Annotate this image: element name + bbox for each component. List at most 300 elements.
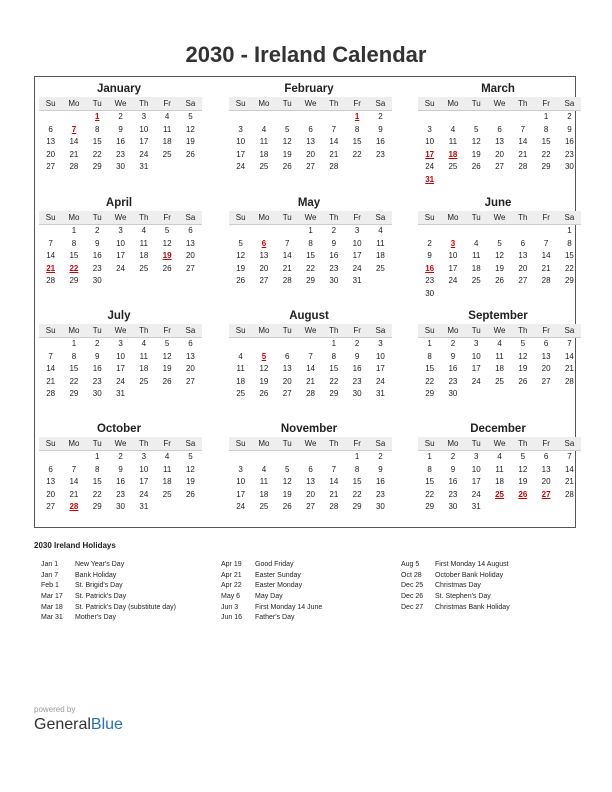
month-name: October bbox=[96, 423, 142, 435]
day-cell: 3 bbox=[141, 452, 147, 461]
day-cell: 15 bbox=[564, 251, 574, 261]
day-cell: 26 bbox=[495, 276, 504, 286]
holiday-date: Mar 31 bbox=[41, 614, 63, 622]
day-cell: 19 bbox=[236, 263, 246, 273]
holiday-day-cell: 27 bbox=[541, 489, 551, 499]
empty-day-cell bbox=[511, 111, 534, 124]
weekday-header: Tu bbox=[86, 437, 109, 451]
weekday-header: Fr bbox=[345, 97, 368, 111]
day-cell: 30 bbox=[448, 389, 458, 399]
day-cell: 29 bbox=[92, 502, 102, 512]
month-april bbox=[39, 196, 199, 288]
day-cell: 7 bbox=[567, 339, 572, 348]
month-name: May bbox=[297, 197, 321, 209]
day-cell: 28 bbox=[46, 276, 56, 286]
day-cell: 9 bbox=[95, 351, 100, 361]
weekday-header: Tu bbox=[276, 97, 299, 111]
month-name: September bbox=[468, 310, 528, 322]
holiday-row bbox=[41, 613, 176, 624]
day-cell: 23 bbox=[116, 149, 125, 159]
day-cell: 7 bbox=[331, 464, 337, 474]
day-cell: 23 bbox=[116, 489, 125, 499]
empty-day-cell bbox=[39, 451, 62, 464]
day-cell: 29 bbox=[541, 162, 551, 172]
holiday-row bbox=[221, 571, 322, 582]
day-cell: 27 bbox=[185, 263, 195, 273]
day-cell: 2 bbox=[95, 226, 100, 235]
weekday-header: Su bbox=[418, 97, 441, 111]
empty-day-cell bbox=[39, 225, 62, 238]
day-cell: 18 bbox=[495, 477, 504, 487]
day-cell: 6 bbox=[497, 124, 502, 134]
day-cell: 3 bbox=[378, 339, 383, 348]
day-cell: 8 bbox=[567, 238, 572, 248]
day-cell: 22 bbox=[92, 149, 102, 159]
day-cell: 5 bbox=[285, 464, 290, 474]
day-cell: 1 bbox=[354, 452, 360, 461]
weekday-header: Th bbox=[132, 324, 155, 338]
day-cell: 28 bbox=[518, 162, 528, 172]
day-cell: 9 bbox=[378, 124, 383, 134]
weekday-header: We bbox=[488, 97, 511, 111]
weekday-header: Mo bbox=[252, 97, 275, 111]
empty-day-cell bbox=[441, 225, 464, 238]
day-cell: 12 bbox=[471, 137, 481, 147]
day-cell: 6 bbox=[188, 339, 193, 348]
day-cell: 17 bbox=[236, 149, 246, 159]
day-cell: 5 bbox=[164, 226, 170, 235]
empty-day-cell bbox=[322, 111, 345, 124]
month-name: February bbox=[284, 83, 334, 95]
day-cell: 9 bbox=[331, 238, 337, 248]
day-cell: 3 bbox=[354, 226, 360, 235]
weekday-header: We bbox=[109, 437, 132, 451]
day-cell: 14 bbox=[329, 477, 339, 487]
weekday-header: Fr bbox=[534, 437, 557, 451]
holiday-name: October Bank Holiday bbox=[435, 571, 504, 579]
day-cell: 26 bbox=[162, 376, 172, 386]
day-cell: 4 bbox=[497, 452, 502, 461]
holiday-list-col-3 bbox=[401, 560, 510, 613]
weekday-header: We bbox=[109, 324, 132, 338]
day-cell: 19 bbox=[185, 477, 195, 487]
empty-day-cell bbox=[299, 111, 322, 124]
day-cell: 16 bbox=[92, 364, 102, 374]
day-cell: 6 bbox=[543, 452, 549, 461]
day-cell: 2 bbox=[118, 452, 123, 461]
month-name: December bbox=[470, 423, 526, 435]
weekday-header: Tu bbox=[276, 324, 299, 338]
day-cell: 24 bbox=[375, 376, 385, 386]
holiday-date: Dec 26 bbox=[401, 593, 424, 601]
day-cell: 17 bbox=[116, 251, 125, 261]
day-cell: 11 bbox=[376, 238, 385, 248]
day-cell: 26 bbox=[162, 263, 172, 273]
holiday-date: Mar 18 bbox=[41, 603, 63, 611]
day-cell: 31 bbox=[139, 502, 149, 512]
weekday-header: Mo bbox=[441, 437, 464, 451]
day-cell: 4 bbox=[450, 124, 456, 134]
day-cell: 28 bbox=[69, 162, 79, 172]
day-cell: 11 bbox=[162, 464, 172, 474]
day-cell: 25 bbox=[495, 376, 504, 386]
day-cell: 27 bbox=[306, 162, 315, 172]
empty-day-cell bbox=[488, 225, 511, 238]
holiday-name: Easter Monday bbox=[255, 582, 303, 590]
day-cell: 19 bbox=[282, 149, 292, 159]
weekday-header: Tu bbox=[276, 437, 299, 451]
empty-day-cell bbox=[299, 451, 322, 464]
holiday-name: New Year's Day bbox=[75, 561, 125, 568]
day-cell: 30 bbox=[116, 162, 125, 172]
month-november bbox=[229, 422, 389, 514]
day-cell: 11 bbox=[236, 364, 245, 374]
holiday-row bbox=[41, 581, 176, 592]
day-cell: 19 bbox=[495, 263, 504, 273]
month-february bbox=[229, 82, 389, 174]
month-july bbox=[39, 309, 199, 401]
weekday-header: We bbox=[299, 324, 322, 338]
day-cell: 18 bbox=[259, 489, 269, 499]
day-cell: 25 bbox=[375, 263, 385, 273]
day-cell: 10 bbox=[116, 351, 125, 361]
day-cell: 12 bbox=[162, 238, 172, 248]
weekday-header: We bbox=[488, 211, 511, 225]
weekday-header: Su bbox=[39, 437, 62, 451]
weekday-header: Sa bbox=[558, 324, 581, 338]
weekday-header: Tu bbox=[465, 324, 488, 338]
day-cell: 8 bbox=[427, 464, 432, 474]
day-cell: 23 bbox=[375, 489, 385, 499]
day-cell: 28 bbox=[329, 162, 339, 172]
weekday-header: Fr bbox=[345, 324, 368, 338]
day-cell: 15 bbox=[352, 477, 362, 487]
day-cell: 25 bbox=[162, 149, 172, 159]
day-cell: 25 bbox=[448, 162, 458, 172]
month-may bbox=[229, 196, 389, 288]
day-cell: 9 bbox=[450, 351, 456, 361]
day-cell: 3 bbox=[474, 339, 479, 348]
day-cell: 11 bbox=[448, 137, 458, 147]
weekday-header: Mo bbox=[62, 211, 85, 225]
weekday-header: Su bbox=[229, 324, 252, 338]
day-cell: 14 bbox=[282, 251, 292, 261]
day-cell: 10 bbox=[471, 351, 481, 361]
weekday-header: Sa bbox=[179, 97, 202, 111]
day-cell: 12 bbox=[282, 477, 292, 487]
day-cell: 1 bbox=[543, 112, 549, 121]
holiday-day-cell: 26 bbox=[518, 489, 528, 499]
day-cell: 17 bbox=[139, 137, 149, 147]
day-cell: 28 bbox=[564, 376, 574, 386]
holiday-day-cell: 3 bbox=[450, 238, 456, 248]
day-cell: 1 bbox=[427, 452, 432, 461]
day-cell: 5 bbox=[520, 339, 526, 348]
day-cell: 27 bbox=[46, 162, 56, 172]
holiday-row bbox=[401, 592, 510, 603]
day-cell: 31 bbox=[116, 389, 125, 399]
weekday-header: Th bbox=[132, 211, 155, 225]
weekday-header: Th bbox=[322, 211, 345, 225]
day-cell: 15 bbox=[541, 137, 551, 147]
day-cell: 16 bbox=[375, 137, 385, 147]
weekday-header: Sa bbox=[369, 211, 392, 225]
holiday-row bbox=[401, 571, 510, 582]
day-cell: 13 bbox=[282, 364, 292, 374]
weekday-header: Fr bbox=[534, 324, 557, 338]
day-cell: 2 bbox=[427, 238, 432, 248]
day-cell: 9 bbox=[450, 464, 456, 474]
day-cell: 30 bbox=[92, 389, 102, 399]
holiday-row bbox=[221, 581, 322, 592]
day-cell: 19 bbox=[162, 364, 172, 374]
day-cell: 4 bbox=[238, 351, 243, 361]
month-march bbox=[418, 82, 578, 187]
empty-day-cell bbox=[534, 225, 557, 238]
empty-day-cell bbox=[229, 225, 252, 238]
day-cell: 26 bbox=[518, 376, 528, 386]
day-cell: 10 bbox=[139, 464, 149, 474]
empty-day-cell bbox=[252, 451, 275, 464]
day-cell: 28 bbox=[541, 276, 551, 286]
holiday-date: Aug 5 bbox=[401, 561, 420, 568]
day-cell: 17 bbox=[139, 477, 149, 487]
day-cell: 27 bbox=[518, 276, 528, 286]
holiday-name: Easter Sunday bbox=[255, 571, 301, 579]
weekday-header: Su bbox=[418, 324, 441, 338]
day-cell: 3 bbox=[427, 124, 432, 134]
weekday-header: Mo bbox=[441, 211, 464, 225]
day-cell: 21 bbox=[69, 489, 79, 499]
holiday-day-cell: 17 bbox=[425, 149, 435, 159]
day-cell: 2 bbox=[331, 226, 337, 235]
day-cell: 28 bbox=[46, 389, 56, 399]
weekday-header: Tu bbox=[465, 97, 488, 111]
day-cell: 29 bbox=[425, 502, 435, 512]
day-cell: 14 bbox=[306, 364, 315, 374]
empty-day-cell bbox=[488, 111, 511, 124]
day-cell: 20 bbox=[306, 489, 315, 499]
day-cell: 13 bbox=[495, 137, 504, 147]
holiday-list-col-1 bbox=[41, 560, 176, 624]
day-cell: 15 bbox=[92, 477, 102, 487]
day-cell: 27 bbox=[541, 376, 551, 386]
day-cell: 14 bbox=[329, 137, 339, 147]
day-cell: 6 bbox=[188, 226, 193, 235]
day-cell: 10 bbox=[425, 137, 435, 147]
day-cell: 18 bbox=[471, 263, 481, 273]
day-cell: 17 bbox=[236, 489, 246, 499]
day-cell: 12 bbox=[259, 364, 269, 374]
empty-day-cell bbox=[465, 111, 488, 124]
day-cell: 5 bbox=[474, 124, 479, 134]
day-cell: 1 bbox=[71, 339, 77, 348]
month-name: June bbox=[484, 197, 512, 209]
holiday-date: Dec 25 bbox=[401, 582, 424, 590]
day-cell: 8 bbox=[95, 464, 100, 474]
weekday-header: We bbox=[109, 211, 132, 225]
month-december bbox=[418, 422, 578, 514]
weekday-header: Su bbox=[418, 211, 441, 225]
day-cell: 15 bbox=[92, 137, 102, 147]
weekday-header: Fr bbox=[155, 97, 178, 111]
weekday-header: Sa bbox=[558, 437, 581, 451]
day-cell: 1 bbox=[427, 339, 432, 348]
day-cell: 10 bbox=[116, 238, 125, 248]
empty-day-cell bbox=[229, 451, 252, 464]
day-cell: 7 bbox=[331, 124, 337, 134]
weekday-header: Fr bbox=[155, 211, 178, 225]
day-cell: 6 bbox=[308, 124, 313, 134]
day-cell: 20 bbox=[46, 149, 56, 159]
day-cell: 21 bbox=[564, 364, 574, 374]
day-cell: 14 bbox=[518, 137, 528, 147]
weekday-header: Mo bbox=[252, 211, 275, 225]
weekday-header: Sa bbox=[558, 211, 581, 225]
day-cell: 30 bbox=[448, 502, 458, 512]
weekday-header: Th bbox=[511, 437, 534, 451]
day-cell: 5 bbox=[164, 339, 170, 348]
day-cell: 29 bbox=[92, 162, 102, 172]
day-cell: 23 bbox=[425, 276, 435, 286]
day-cell: 24 bbox=[352, 263, 362, 273]
weekday-header: Mo bbox=[62, 437, 85, 451]
day-cell: 7 bbox=[567, 452, 572, 461]
day-cell: 8 bbox=[331, 351, 337, 361]
empty-day-cell bbox=[465, 225, 488, 238]
empty-day-cell bbox=[441, 111, 464, 124]
weekday-header: Fr bbox=[345, 211, 368, 225]
day-cell: 10 bbox=[352, 238, 362, 248]
day-cell: 28 bbox=[282, 276, 292, 286]
weekday-header: Sa bbox=[179, 324, 202, 338]
day-cell: 9 bbox=[567, 124, 572, 134]
day-cell: 7 bbox=[543, 238, 549, 248]
day-cell: 20 bbox=[185, 364, 195, 374]
weekday-header: Su bbox=[39, 324, 62, 338]
powered-by-label: powered by bbox=[34, 705, 76, 714]
weekday-header: Sa bbox=[369, 324, 392, 338]
day-cell: 21 bbox=[518, 149, 528, 159]
empty-day-cell bbox=[322, 451, 345, 464]
weekday-header: Fr bbox=[345, 437, 368, 451]
holiday-name: Christmas Day bbox=[435, 582, 481, 590]
day-cell: 12 bbox=[236, 251, 246, 261]
day-cell: 16 bbox=[116, 137, 125, 147]
day-cell: 2 bbox=[378, 452, 383, 461]
holiday-row bbox=[41, 603, 176, 614]
day-cell: 6 bbox=[520, 238, 526, 248]
empty-day-cell bbox=[252, 225, 275, 238]
holiday-row bbox=[221, 592, 322, 603]
holiday-row bbox=[401, 581, 510, 592]
day-cell: 9 bbox=[427, 251, 432, 261]
holidays-heading: 2030 Ireland Holidays bbox=[34, 541, 116, 550]
day-cell: 24 bbox=[139, 149, 149, 159]
day-cell: 22 bbox=[564, 263, 574, 273]
day-cell: 20 bbox=[306, 149, 315, 159]
holiday-row bbox=[221, 613, 322, 624]
day-cell: 26 bbox=[185, 489, 195, 499]
holiday-date: Jan 7 bbox=[41, 571, 59, 579]
empty-day-cell bbox=[252, 338, 275, 351]
day-cell: 12 bbox=[518, 351, 528, 361]
generalblue-logo[interactable] bbox=[34, 716, 123, 734]
day-cell: 4 bbox=[141, 226, 147, 235]
empty-day-cell bbox=[39, 111, 62, 124]
holiday-row bbox=[221, 560, 322, 571]
day-cell: 9 bbox=[118, 124, 123, 134]
day-cell: 25 bbox=[139, 263, 149, 273]
empty-day-cell bbox=[62, 451, 85, 464]
day-cell: 29 bbox=[425, 389, 435, 399]
day-cell: 27 bbox=[46, 502, 56, 512]
day-cell: 19 bbox=[282, 489, 292, 499]
day-cell: 24 bbox=[236, 162, 246, 172]
weekday-header: Th bbox=[132, 437, 155, 451]
day-cell: 24 bbox=[471, 489, 481, 499]
day-cell: 26 bbox=[185, 149, 195, 159]
day-cell: 29 bbox=[352, 502, 362, 512]
weekday-header: Th bbox=[322, 324, 345, 338]
day-cell: 8 bbox=[71, 351, 77, 361]
month-name: March bbox=[481, 83, 515, 95]
day-cell: 20 bbox=[185, 251, 195, 261]
day-cell: 11 bbox=[259, 137, 269, 147]
day-cell: 2 bbox=[378, 112, 383, 121]
day-cell: 27 bbox=[282, 389, 292, 399]
day-cell: 5 bbox=[520, 452, 526, 461]
day-cell: 3 bbox=[118, 226, 123, 235]
holiday-list-col-2 bbox=[221, 560, 322, 624]
day-cell: 23 bbox=[329, 263, 339, 273]
day-cell: 28 bbox=[329, 502, 339, 512]
day-cell: 3 bbox=[474, 452, 479, 461]
day-cell: 1 bbox=[95, 452, 100, 461]
weekday-header: Mo bbox=[441, 97, 464, 111]
empty-day-cell bbox=[276, 111, 299, 124]
day-cell: 19 bbox=[518, 477, 528, 487]
day-cell: 8 bbox=[95, 124, 100, 134]
day-cell: 19 bbox=[185, 137, 195, 147]
day-cell: 20 bbox=[541, 477, 551, 487]
day-cell: 4 bbox=[164, 112, 170, 121]
day-cell: 6 bbox=[308, 464, 313, 474]
day-cell: 20 bbox=[259, 263, 269, 273]
holiday-row bbox=[401, 560, 510, 571]
holiday-date: Mar 17 bbox=[41, 593, 63, 601]
day-cell: 30 bbox=[329, 276, 339, 286]
day-cell: 16 bbox=[329, 251, 339, 261]
day-cell: 12 bbox=[282, 137, 292, 147]
day-cell: 15 bbox=[69, 364, 79, 374]
weekday-header: Mo bbox=[441, 324, 464, 338]
weekday-header: Tu bbox=[465, 437, 488, 451]
day-cell: 22 bbox=[425, 489, 435, 499]
day-cell: 28 bbox=[306, 389, 315, 399]
holiday-name: Christmas Bank Holiday bbox=[435, 603, 510, 611]
holiday-date: Jun 3 bbox=[221, 603, 239, 611]
day-cell: 1 bbox=[567, 226, 572, 235]
day-cell: 19 bbox=[518, 364, 528, 374]
weekday-header: Fr bbox=[534, 211, 557, 225]
day-cell: 2 bbox=[450, 452, 456, 461]
weekday-header: Su bbox=[229, 211, 252, 225]
day-cell: 3 bbox=[141, 112, 147, 121]
weekday-header: Sa bbox=[179, 211, 202, 225]
day-cell: 7 bbox=[285, 238, 290, 248]
day-cell: 22 bbox=[425, 376, 435, 386]
